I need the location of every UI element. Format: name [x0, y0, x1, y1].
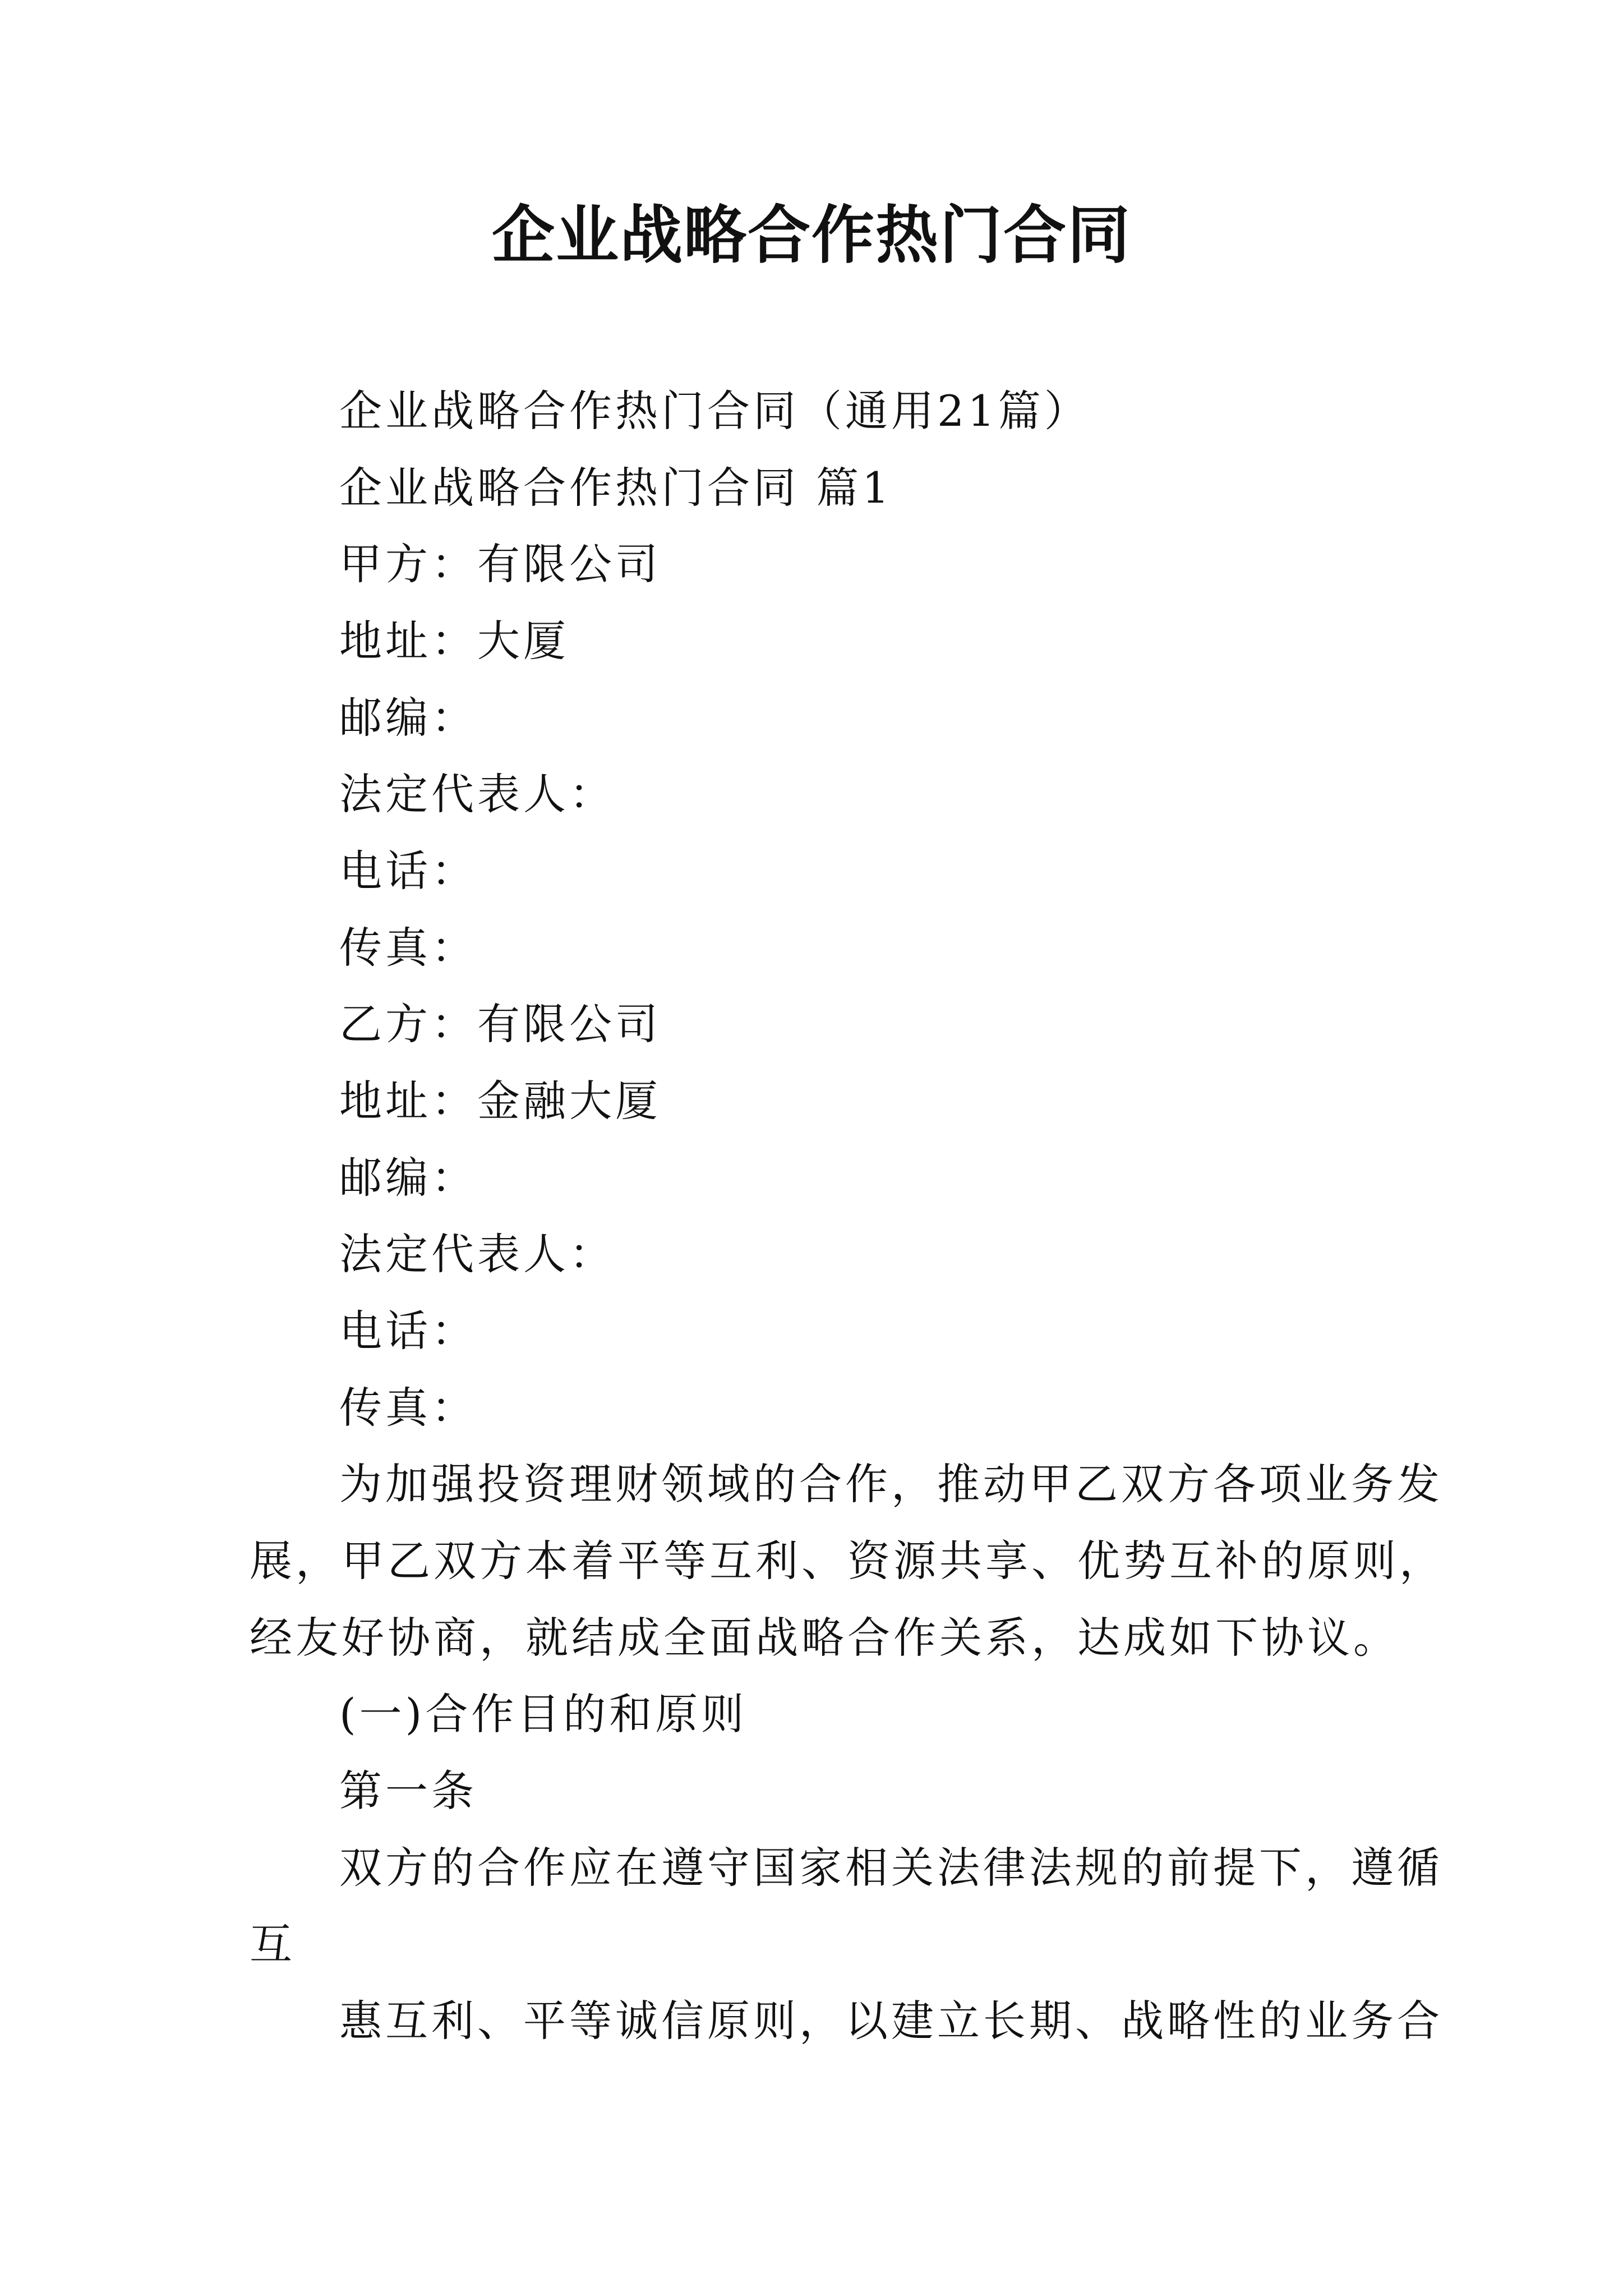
- paragraph-line: 经友好协商，就结成全面战略合作关系，达成如下协议。: [250, 1613, 1399, 1663]
- party-a-legal-rep: 法定代表人：: [339, 769, 615, 819]
- party-a-fax: 传真：: [339, 923, 477, 973]
- paragraph-line: 展，甲乙双方本着平等互利、资源共享、优势互补的原则，: [250, 1536, 1445, 1586]
- party-a-name: 甲方：有限公司: [339, 539, 661, 589]
- party-a-phone: 电话：: [339, 846, 477, 896]
- party-a-address: 地址：大厦: [339, 616, 569, 666]
- article-heading: 第一条: [339, 1766, 477, 1816]
- paragraph-line: 互: [250, 1919, 296, 1969]
- party-b-legal-rep: 法定代表人：: [339, 1229, 615, 1279]
- paragraph-line: 双方的合作应在遵守国家相关法律法规的前提下，遵循: [339, 1843, 1443, 1893]
- party-b-fax: 传真：: [339, 1383, 477, 1433]
- party-b-postcode: 邮编：: [339, 1153, 477, 1203]
- paragraph-line: 惠互利、平等诚信原则，以建立长期、战略性的业务合: [339, 1996, 1443, 2046]
- party-b-name: 乙方：有限公司: [339, 999, 661, 1049]
- subsection-heading: (一)合作目的和原则: [339, 1689, 748, 1739]
- paragraph-line: 为加强投资理财领域的合作，推动甲乙双方各项业务发: [339, 1459, 1443, 1509]
- party-b-address: 地址：金融大厦: [339, 1076, 661, 1126]
- subtitle-line: 企业战略合作热门合同（通用21篇）: [339, 386, 1090, 436]
- party-b-phone: 电话：: [339, 1306, 477, 1356]
- document-title: 企业战略合作热门合同: [492, 199, 1131, 272]
- section-heading: 企业战略合作热门合同 篇1: [339, 463, 893, 513]
- party-a-postcode: 邮编：: [339, 693, 477, 743]
